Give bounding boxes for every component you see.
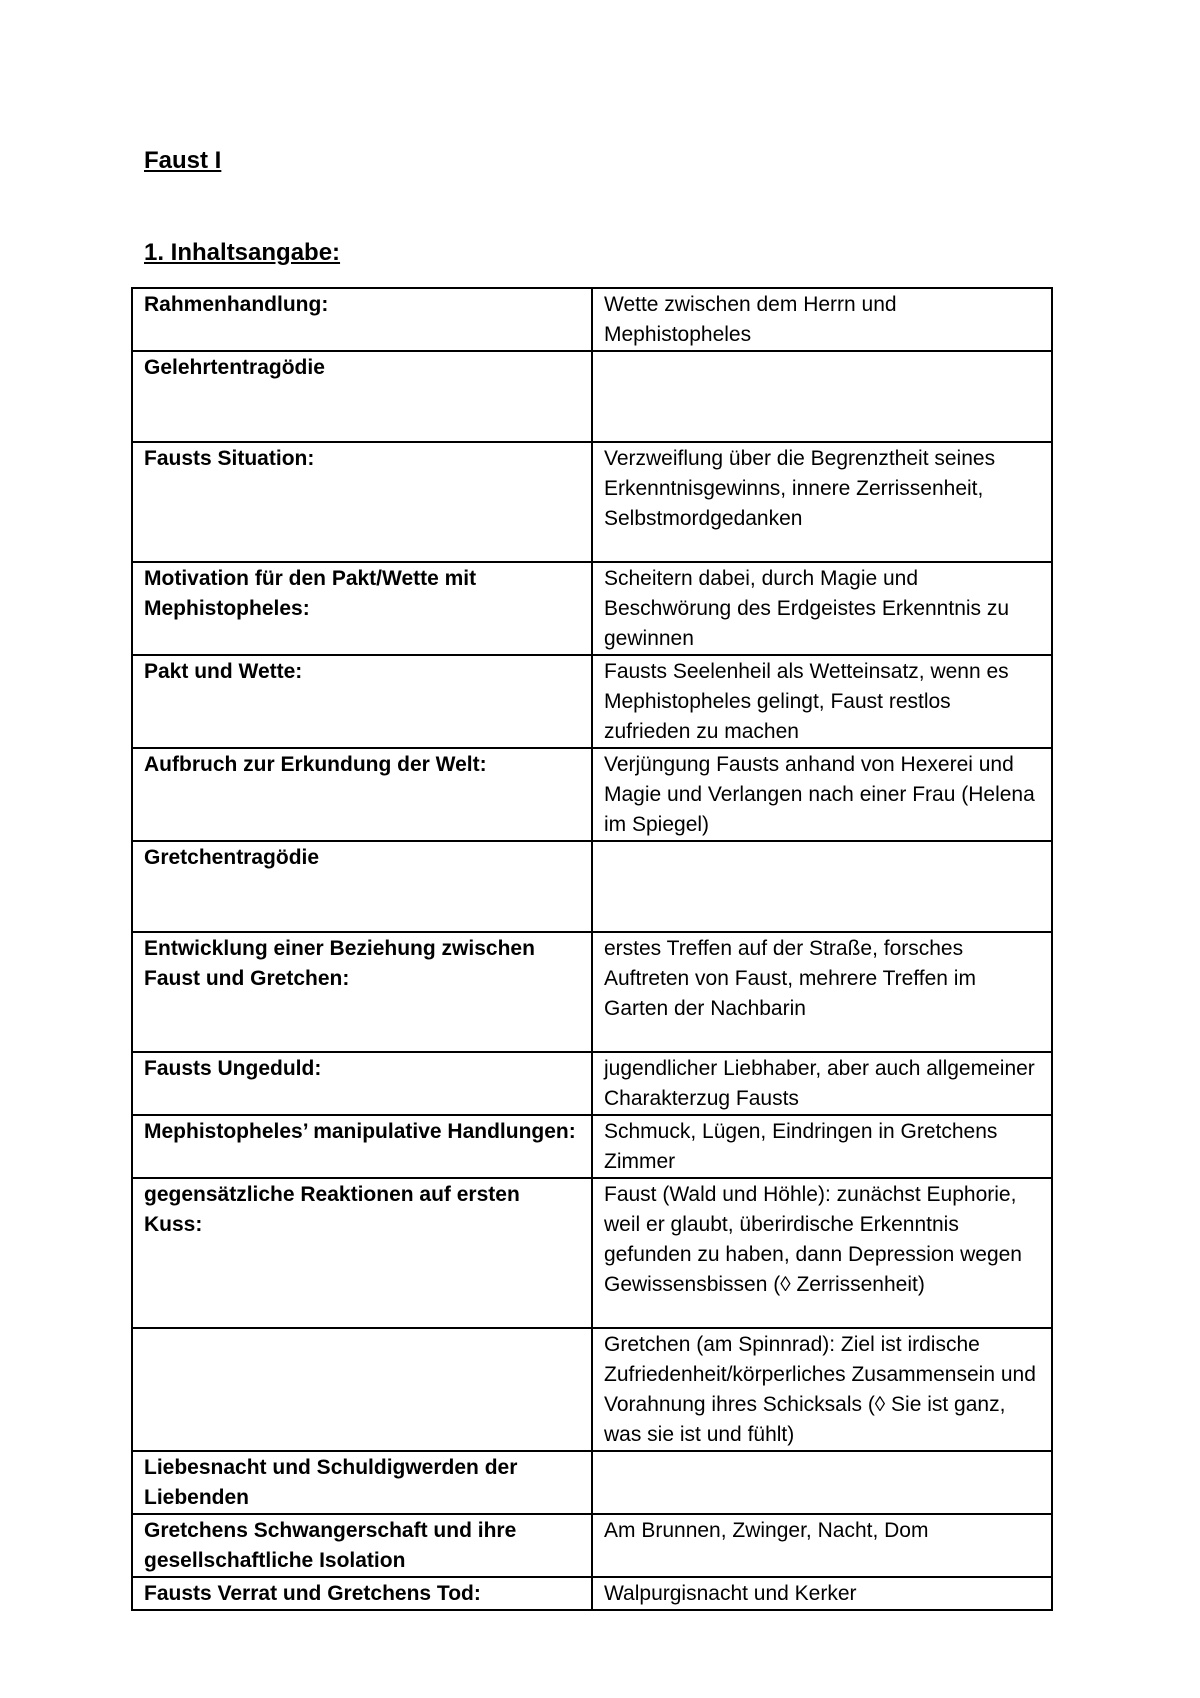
table-row [132,932,1052,1052]
table-row [132,748,1052,841]
table-row [132,1178,1052,1328]
table-row [132,351,1052,442]
section-heading: 1. Inhaltsangabe: [144,239,341,266]
row-label: Entwicklung einer Beziehung zwischen Faust und Gretchen: [132,932,592,1052]
row-text: erstes Treffen auf der Straße, forsches Auftreten von Faust, mehrere Treffen im Garten der Nachbarin [592,932,1052,1052]
row-label: Gretchentragödie [132,841,592,932]
row-label [132,1328,592,1451]
row-text: Gretchen (am Spinnrad): Ziel ist irdische Zufriedenheit/körperliches Zusammensein und Vorahnung ihres Schicksals (◊ Sie ist ganz, was sie ist und fühlt) [592,1328,1052,1451]
row-label: Pakt und Wette: [132,655,592,748]
row-text: Scheitern dabei, durch Magie und Beschwörung des Erdgeistes Erkenntnis zu gewinnen [592,562,1052,655]
table-row [132,1115,1052,1178]
row-label: Fausts Situation: [132,442,592,562]
row-text [592,351,1052,442]
row-label: Fausts Verrat und Gretchens Tod: [132,1577,592,1610]
table-row [132,1328,1052,1451]
row-text: Walpurgisnacht und Kerker [592,1577,1052,1610]
row-text: Wette zwischen dem Herrn und Mephistopheles [592,288,1052,351]
table-row [132,562,1052,655]
row-text: Verjüngung Fausts anhand von Hexerei und Magie und Verlangen nach einer Frau (Helena im Spiegel) [592,748,1052,841]
row-text: Schmuck, Lügen, Eindringen in Gretchens Zimmer [592,1115,1052,1178]
row-label: Liebesnacht und Schuldigwerden der Liebenden [132,1451,592,1514]
row-text: Am Brunnen, Zwinger, Nacht, Dom [592,1514,1052,1577]
table-row [132,1577,1052,1610]
row-text: Faust (Wald und Höhle): zunächst Euphorie, weil er glaubt, überirdische Erkenntnis gefunden zu haben, dann Depression wegen Gewissensbissen (◊ Zerrissenheit) [592,1178,1052,1328]
row-label: gegensätzliche Reaktionen auf ersten Kuss: [132,1178,592,1328]
document-title: Faust I [144,147,222,174]
row-label: Mephistopheles’ manipulative Handlungen: [132,1115,592,1178]
table-row [132,1451,1052,1514]
row-text [592,841,1052,932]
row-text: jugendlicher Liebhaber, aber auch allgemeiner Charakterzug Fausts [592,1052,1052,1115]
summary-table [131,287,1053,1611]
table-row [132,442,1052,562]
row-text [592,1451,1052,1514]
table-row [132,655,1052,748]
row-label: Fausts Ungeduld: [132,1052,592,1115]
table-row [132,288,1052,351]
row-label: Motivation für den Pakt/Wette mit Mephistopheles: [132,562,592,655]
row-label: Aufbruch zur Erkundung der Welt: [132,748,592,841]
row-text: Verzweiflung über die Begrenztheit seines Erkenntnisgewinns, innere Zerrissenheit, Selbstmordgedanken [592,442,1052,562]
row-label: Rahmenhandlung: [132,288,592,351]
table-row [132,841,1052,932]
table-row [132,1052,1052,1115]
row-text: Fausts Seelenheil als Wetteinsatz, wenn es Mephistopheles gelingt, Faust restlos zufrieden zu machen [592,655,1052,748]
row-label: Gretchens Schwangerschaft und ihre gesellschaftliche Isolation [132,1514,592,1577]
row-label: Gelehrtentragödie [132,351,592,442]
table-row [132,1514,1052,1577]
